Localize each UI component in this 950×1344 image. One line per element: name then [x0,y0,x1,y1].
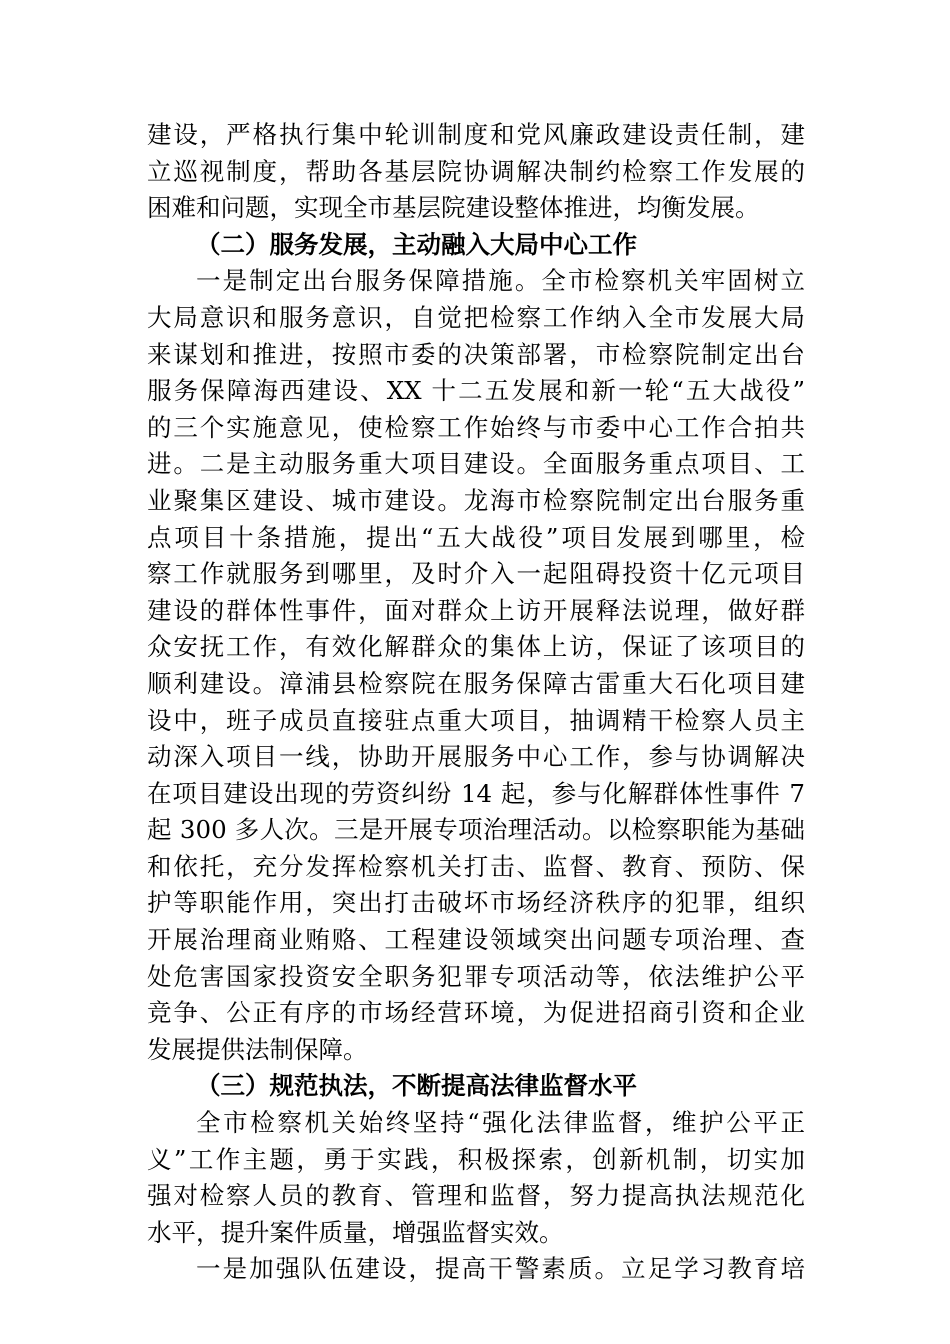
paragraph-line: 在项目建设出现的劳资纠纷 14 起，参与化解群体性事件 7 [147,778,805,808]
paragraph-line: 进。二是主动服务重大项目建设。全面服务重点项目、工 [147,449,805,479]
paragraph-line: 一是加强队伍建设，提高干警素质。立足学习教育培 [196,1254,805,1284]
paragraph-line: 护等职能作用，突出打击破坏市场经济秩序的犯罪，组织 [147,888,805,918]
paragraph-line: 发展提供法制保障。 [147,1034,368,1064]
paragraph-line: 动深入项目一线，协助开展服务中心工作，参与协调解决 [147,742,805,772]
paragraph-line: 全市检察机关始终坚持“强化法律监督，维护公平正 [196,1108,805,1138]
paragraph-line: 设中，班子成员直接驻点重大项目，抽调精干检察人员主 [147,705,805,735]
section-heading: （二）服务发展，主动融入大局中心工作 [196,229,637,259]
paragraph-line: 义”工作主题，勇于实践，积极探索，创新机制，切实加 [147,1144,805,1174]
paragraph-line: 强对检察人员的教育、管理和监督，努力提高执法规范化 [147,1181,805,1211]
paragraph-line: 建设的群体性事件，面对群众上访开展释法说理，做好群 [147,595,805,625]
paragraph-line: 水平，提升案件质量，增强监督实效。 [147,1217,564,1247]
paragraph-line: 处危害国家投资安全职务犯罪专项活动等，依法维护公平 [147,961,805,991]
paragraph-line: 困难和问题，实现全市基层院建设整体推进，均衡发展。 [147,193,760,223]
paragraph-line: 开展治理商业贿赂、工程建设领域突出问题专项治理、查 [147,925,805,955]
paragraph-line: 建设，严格执行集中轮训制度和党风廉政建设责任制，建 [147,120,805,149]
paragraph-line: 大局意识和服务意识，自觉把检察工作纳入全市发展大局 [147,302,805,332]
document-page [147,117,805,1288]
section-heading: （三）规范执法，不断提高法律监督水平 [196,1071,637,1101]
paragraph-line: 的三个实施意见，使检察工作始终与市委中心工作合拍共 [147,412,805,442]
paragraph-line: 点项目十条措施，提出“五大战役”项目发展到哪里，检 [147,522,805,552]
paragraph-line: 一是制定出台服务保障措施。全市检察机关牢固树立 [196,266,805,296]
paragraph-line: 众安抚工作，有效化解群众的集体上访，保证了该项目的 [147,632,805,662]
paragraph-line: 和依托，充分发挥检察机关打击、监督、教育、预防、保 [147,851,805,881]
paragraph-line: 起 300 多人次。三是开展专项治理活动。以检察职能为基础 [147,815,805,845]
paragraph-line: 竞争、公正有序的市场经营环境，为促进招商引资和企业 [147,998,805,1028]
paragraph-line: 业聚集区建设、城市建设。龙海市检察院制定出台服务重 [147,485,805,515]
paragraph-line: 察工作就服务到哪里，及时介入一起阻碍投资十亿元项目 [147,559,805,589]
paragraph-line: 服务保障海西建设、XX 十二五发展和新一轮“五大战役” [147,376,805,406]
paragraph-line: 立巡视制度，帮助各基层院协调解决制约检察工作发展的 [147,156,805,186]
paragraph-line: 顺利建设。漳浦县检察院在服务保障古雷重大石化项目建 [147,668,805,698]
paragraph-line: 来谋划和推进，按照市委的决策部署，市检察院制定出台 [147,339,805,369]
